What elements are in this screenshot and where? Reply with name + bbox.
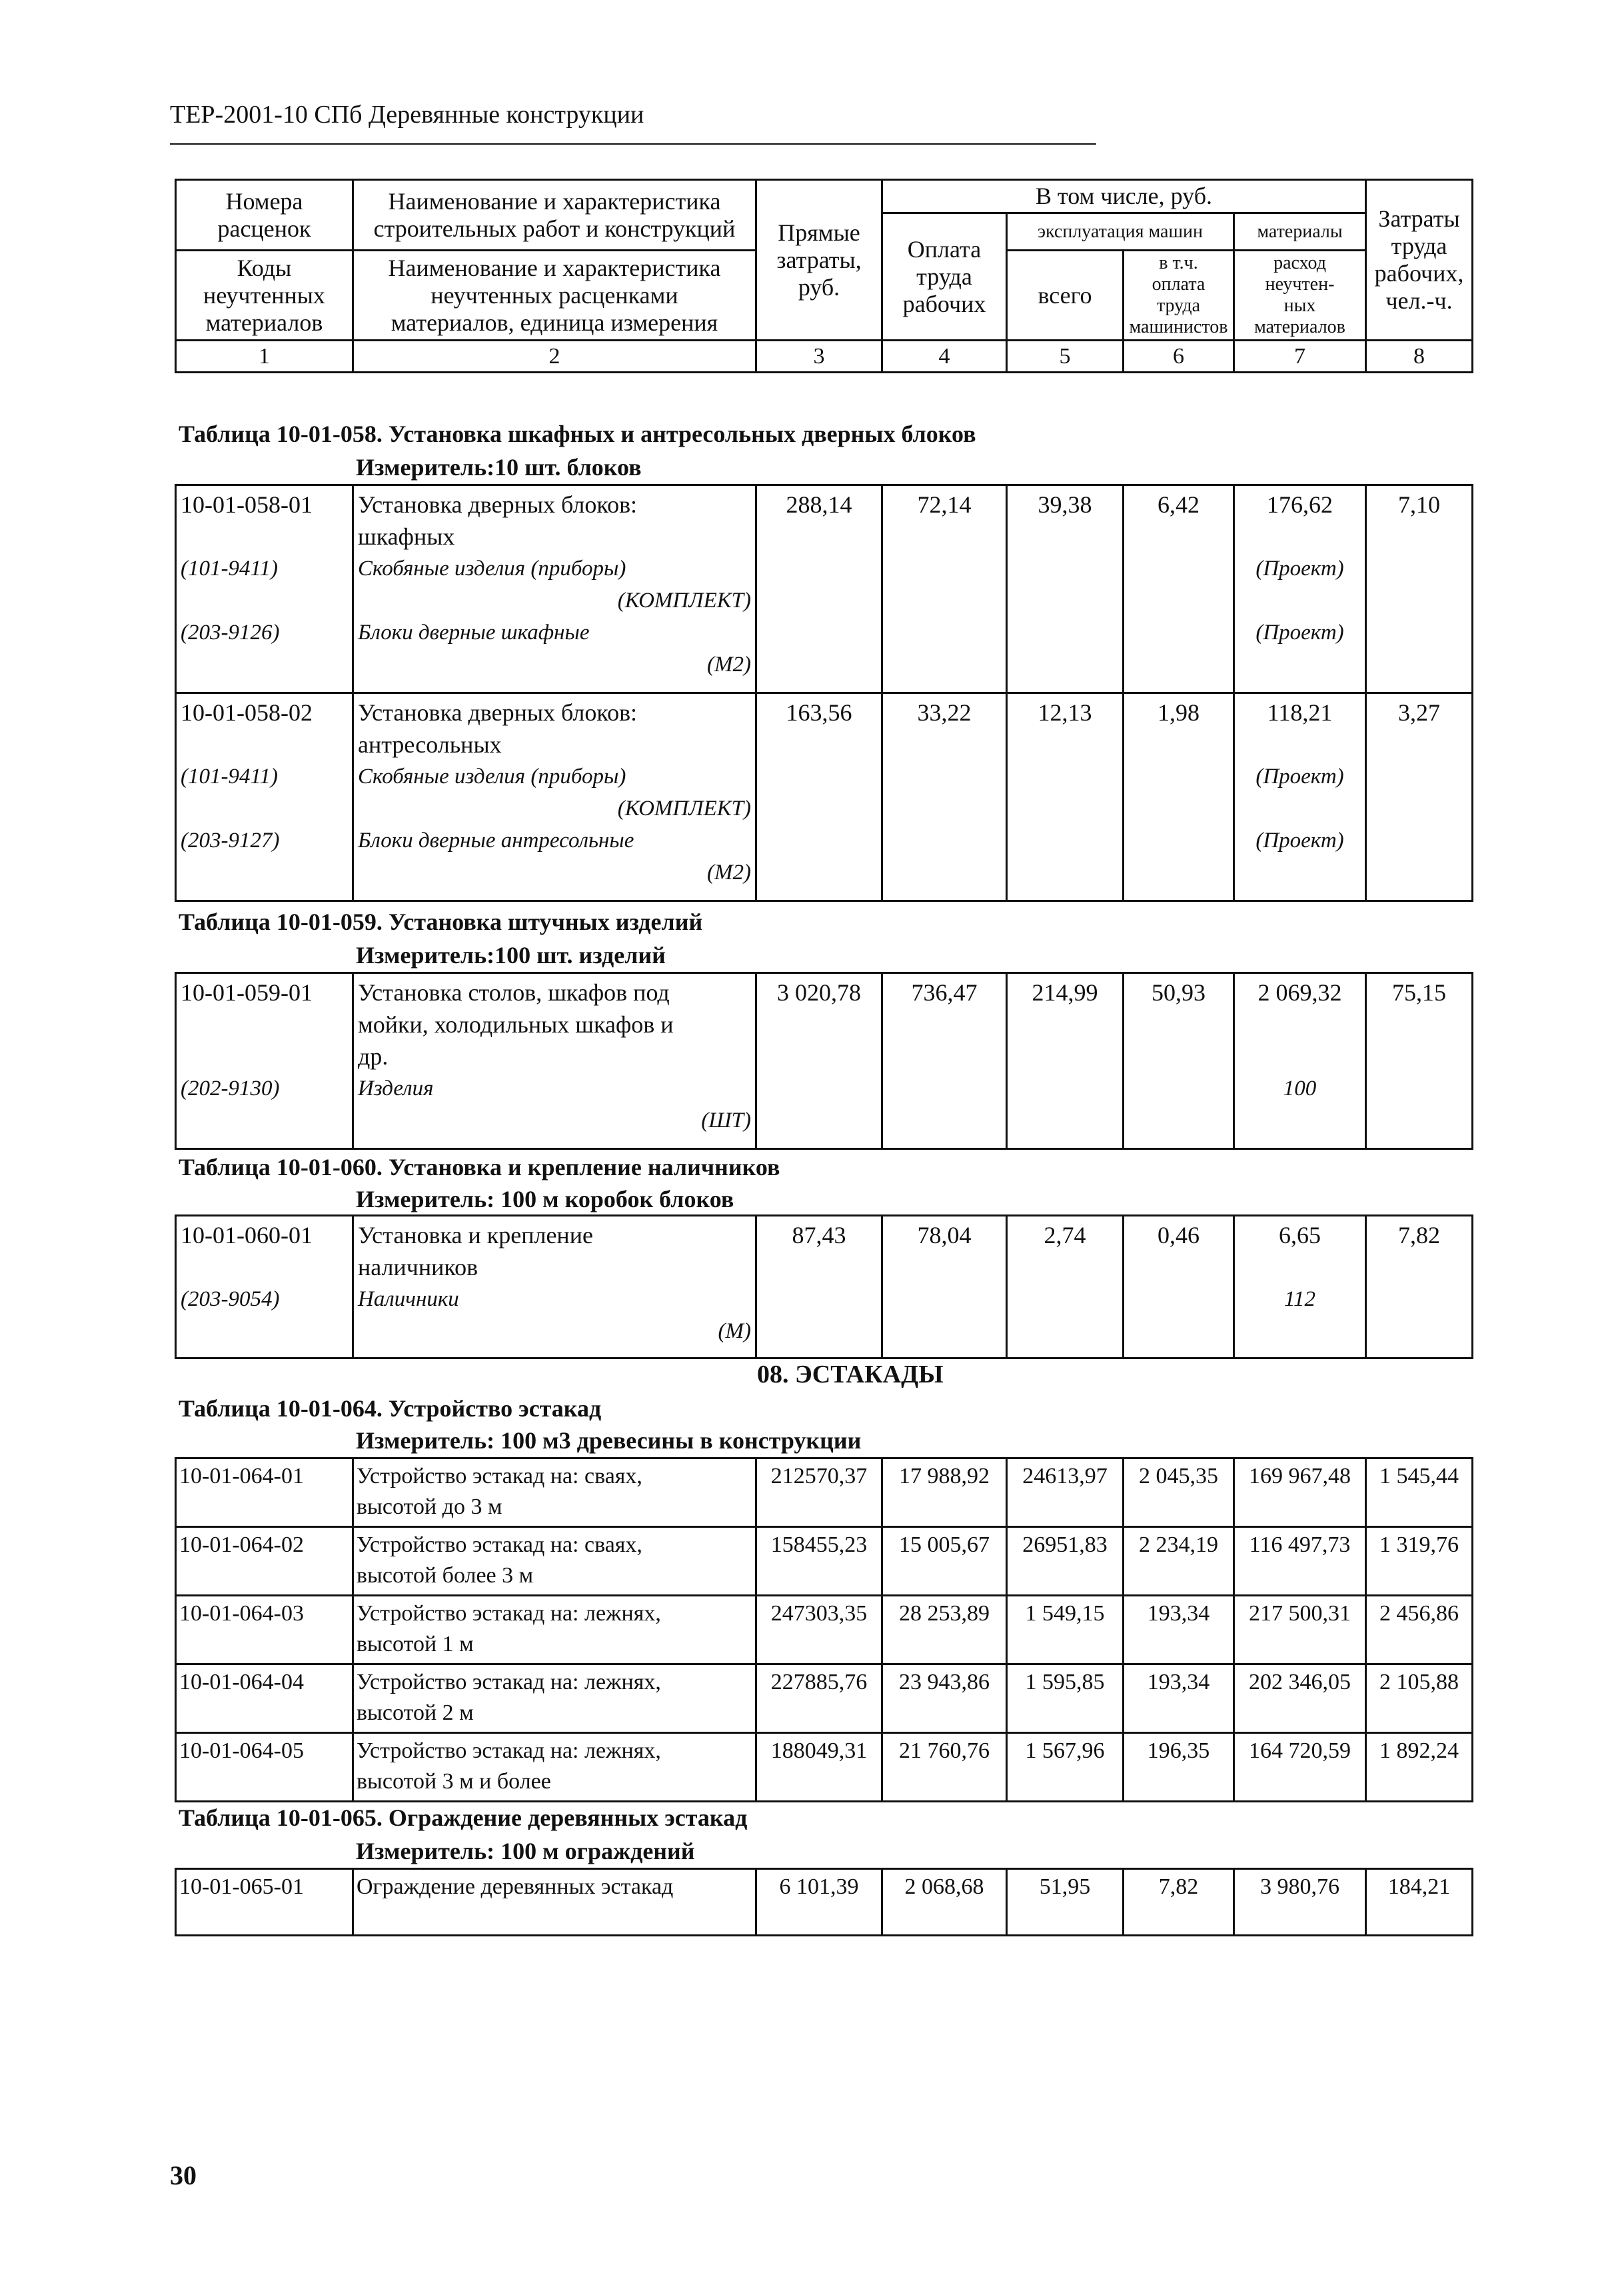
page-number: 30: [170, 2160, 197, 2190]
operator-pay: 0,46: [1124, 1216, 1234, 1358]
row-code: 10-01-064-04: [176, 1664, 353, 1733]
row-name: высотой до 3 м: [357, 1494, 502, 1519]
material-consumption: (Проект): [1255, 557, 1344, 581]
machines-total: 51,95: [1007, 1869, 1124, 1936]
table-058-measure: Измеритель:10 шт. блоков: [356, 454, 642, 481]
table-row: [176, 1458, 1473, 1527]
materials-cost: 116 497,73: [1234, 1527, 1366, 1596]
operator-pay: 50,93: [1124, 973, 1234, 1149]
col-labor-pay: Оплата труда рабочих: [882, 213, 1007, 341]
labor-pay: 23 943,86: [882, 1664, 1007, 1733]
row-code: 10-01-065-01: [176, 1869, 353, 1936]
table-064-caption: Таблица 10-01-064. Устройство эстакад: [179, 1395, 602, 1422]
row-code: 10-01-058-01: [181, 491, 313, 518]
row-name: Устройство эстакад на: сваях,: [357, 1532, 642, 1557]
col-unaccounted: расход неучтен- ных материалов: [1234, 251, 1366, 341]
row-code: 10-01-060-01: [181, 1222, 313, 1248]
table-058: [175, 484, 1473, 902]
labor-pay: 21 760,76: [882, 1733, 1007, 1802]
table-row: [176, 973, 1473, 1149]
table-060: [175, 1214, 1473, 1359]
table-row: [176, 693, 1473, 901]
col-num: 6: [1124, 341, 1234, 373]
row-code: 10-01-059-01: [181, 979, 313, 1006]
labor-hours: 1 545,44: [1366, 1458, 1473, 1527]
labor-pay: 28 253,89: [882, 1596, 1007, 1664]
table-row: [176, 1733, 1473, 1802]
table-059: [175, 972, 1473, 1150]
labor-pay: 2 068,68: [882, 1869, 1007, 1936]
materials-cost: 3 980,76: [1234, 1869, 1366, 1936]
table-060-caption: Таблица 10-01-060. Установка и крепление наличников: [179, 1154, 780, 1180]
row-name: Устройство эстакад на: лежнях,: [357, 1670, 661, 1694]
labor-hours: 1 892,24: [1366, 1733, 1473, 1802]
table-060-measure: Измеритель: 100 м коробок блоков: [356, 1186, 734, 1212]
operator-pay: 193,34: [1124, 1664, 1234, 1733]
direct-cost: 163,56: [756, 693, 882, 901]
materials-cost: 169 967,48: [1234, 1458, 1366, 1527]
row-name: Установка дверных блоков:: [358, 491, 638, 518]
material-name: Скобяные изделия (приборы): [358, 765, 626, 789]
direct-cost: 158455,23: [756, 1527, 882, 1596]
col-num: 2: [353, 341, 756, 373]
operator-pay: 196,35: [1124, 1733, 1234, 1802]
row-name: Установка дверных блоков:: [358, 699, 638, 726]
labor-pay: 15 005,67: [882, 1527, 1007, 1596]
table-058-caption: Таблица 10-01-058. Установка шкафных и антресольных дверных блоков: [179, 421, 976, 447]
table-059-caption: Таблица 10-01-059. Установка штучных изделий: [179, 909, 703, 935]
col-name-top: Наименование и характеристика строительных работ и конструкций: [353, 180, 756, 251]
table-064-measure: Измеритель: 100 м3 древесины в конструкции: [356, 1427, 862, 1454]
row-name: шкафных: [358, 523, 455, 550]
machines-total: 26951,83: [1007, 1527, 1124, 1596]
row-name: высотой 1 м: [357, 1632, 474, 1656]
material-code: (203-9054): [181, 1287, 280, 1311]
operator-pay: 193,34: [1124, 1596, 1234, 1664]
row-code: 10-01-064-01: [176, 1458, 353, 1527]
material-code: (101-9411): [181, 765, 279, 789]
material-name: Скобяные изделия (приборы): [358, 557, 626, 581]
machines-total: 24613,97: [1007, 1458, 1124, 1527]
table-064: [175, 1457, 1473, 1802]
row-code: 10-01-064-02: [176, 1527, 353, 1596]
header-rule: [170, 143, 1096, 145]
machines-total: 1 567,96: [1007, 1733, 1124, 1802]
machines-total: 214,99: [1007, 973, 1124, 1149]
labor-hours: 184,21: [1366, 1869, 1473, 1936]
material-name: Наличники: [358, 1287, 459, 1311]
operator-pay: 1,98: [1124, 693, 1234, 901]
col-num: 5: [1007, 341, 1124, 373]
direct-cost: 188049,31: [756, 1733, 882, 1802]
row-code: 10-01-064-05: [176, 1733, 353, 1802]
column-header-table: [175, 179, 1473, 373]
direct-cost: 247303,35: [756, 1596, 882, 1664]
material-unit: (КОМПЛЕКТ): [617, 589, 751, 613]
material-code: (203-9127): [181, 829, 280, 853]
direct-cost: 227885,76: [756, 1664, 882, 1733]
row-name: Устройство эстакад на: лежнях,: [357, 1738, 661, 1763]
labor-pay: 736,47: [882, 973, 1007, 1149]
operator-pay: 6,42: [1124, 485, 1234, 693]
material-name: Изделия: [358, 1077, 434, 1101]
machines-total: 2,74: [1007, 1216, 1124, 1358]
page-header: ТЕР-2001-10 СПб Деревянные конструкции: [170, 101, 644, 129]
row-name: наличников: [358, 1254, 478, 1280]
labor-hours: 1 319,76: [1366, 1527, 1473, 1596]
materials-cost: 176,62: [1267, 491, 1333, 518]
material-code: (101-9411): [181, 557, 279, 581]
material-name: Блоки дверные антресольные: [358, 829, 634, 853]
machines-total: 1 595,85: [1007, 1664, 1124, 1733]
materials-cost: 118,21: [1267, 699, 1333, 726]
table-row: [176, 1527, 1473, 1596]
table-row: [176, 1869, 1473, 1936]
col-name-bottom: Наименование и характеристика неучтенных расценками материалов, единица измерения: [353, 251, 756, 341]
col-num: 4: [882, 341, 1007, 373]
material-name: Блоки дверные шкафные: [358, 621, 590, 645]
col-num: 7: [1234, 341, 1366, 373]
material-unit: (ШТ): [701, 1109, 751, 1133]
row-code: 10-01-064-03: [176, 1596, 353, 1664]
row-code: 10-01-058-02: [181, 699, 313, 726]
col-labor-cost: Затраты труда рабочих, чел.-ч.: [1366, 180, 1473, 341]
material-consumption: 112: [1283, 1287, 1316, 1311]
table-row: [176, 1596, 1473, 1664]
operator-pay: 2 234,19: [1124, 1527, 1234, 1596]
material-code: (202-9130): [181, 1077, 280, 1101]
machines-total: 1 549,15: [1007, 1596, 1124, 1664]
material-code: (203-9126): [181, 621, 280, 645]
col-direct-costs: Прямые затраты, руб.: [756, 180, 882, 341]
col-incl-header: В том числе, руб.: [882, 180, 1366, 213]
col-code-bottom: Коды неучтенных материалов: [176, 251, 353, 341]
material-consumption: (Проект): [1255, 829, 1344, 853]
direct-cost: 87,43: [756, 1216, 882, 1358]
direct-cost: 6 101,39: [756, 1869, 882, 1936]
col-code-top: Номера расценок: [176, 180, 353, 251]
material-consumption: 100: [1283, 1077, 1317, 1101]
table-row: [176, 1216, 1473, 1358]
col-machines: эксплуатация машин: [1007, 213, 1234, 251]
material-consumption: (Проект): [1255, 765, 1344, 789]
labor-hours: 2 105,88: [1366, 1664, 1473, 1733]
col-operator-pay: в т.ч. оплата труда машинистов: [1124, 251, 1234, 341]
row-name: Ограждение деревянных эстакад: [353, 1869, 756, 1936]
table-065-caption: Таблица 10-01-065. Ограждение деревянных эстакад: [179, 1804, 748, 1831]
row-name: высотой 3 м и более: [357, 1769, 551, 1794]
row-name: Устройство эстакад на: лежнях,: [357, 1601, 661, 1626]
operator-pay: 7,82: [1124, 1869, 1234, 1936]
direct-cost: 288,14: [756, 485, 882, 693]
labor-pay: 33,22: [882, 693, 1007, 901]
labor-pay: 17 988,92: [882, 1458, 1007, 1527]
operator-pay: 2 045,35: [1124, 1458, 1234, 1527]
col-num: 1: [176, 341, 353, 373]
material-unit: (М): [718, 1319, 751, 1343]
col-machines-total: всего: [1007, 251, 1124, 341]
machines-total: 39,38: [1007, 485, 1124, 693]
labor-hours: 2 456,86: [1366, 1596, 1473, 1664]
material-unit: (М2): [707, 653, 751, 677]
col-num: 8: [1366, 341, 1473, 373]
table-065: [175, 1868, 1473, 1936]
col-num: 3: [756, 341, 882, 373]
materials-cost: 217 500,31: [1234, 1596, 1366, 1664]
table-059-measure: Измеритель:100 шт. изделий: [356, 942, 666, 969]
row-name: высотой более 3 м: [357, 1563, 534, 1588]
table-row: [176, 485, 1473, 693]
table-row: [176, 1664, 1473, 1733]
direct-cost: 212570,37: [756, 1458, 882, 1527]
labor-hours: 75,15: [1366, 973, 1473, 1149]
material-consumption: (Проект): [1255, 621, 1344, 645]
row-name: Устройство эстакад на: сваях,: [357, 1464, 642, 1488]
direct-cost: 3 020,78: [756, 973, 882, 1149]
section-heading: 08. ЭСТАКАДЫ: [757, 1360, 944, 1388]
row-name: мойки, холодильных шкафов и: [358, 1011, 674, 1038]
machines-total: 12,13: [1007, 693, 1124, 901]
labor-hours: 7,10: [1366, 485, 1473, 693]
labor-hours: 3,27: [1366, 693, 1473, 901]
col-materials: материалы: [1234, 213, 1366, 251]
row-name: др.: [358, 1043, 389, 1070]
row-name: Установка и крепление: [358, 1222, 593, 1248]
materials-cost: 6,65: [1279, 1222, 1321, 1248]
row-name: Установка столов, шкафов под: [358, 979, 670, 1006]
materials-cost: 202 346,05: [1234, 1664, 1366, 1733]
materials-cost: 164 720,59: [1234, 1733, 1366, 1802]
row-name: антресольных: [358, 731, 502, 758]
labor-pay: 72,14: [882, 485, 1007, 693]
labor-hours: 7,82: [1366, 1216, 1473, 1358]
row-name: высотой 2 м: [357, 1700, 474, 1725]
labor-pay: 78,04: [882, 1216, 1007, 1358]
material-unit: (М2): [707, 861, 751, 885]
materials-cost: 2 069,32: [1257, 979, 1342, 1006]
table-065-measure: Измеритель: 100 м ограждений: [356, 1838, 695, 1864]
material-unit: (КОМПЛЕКТ): [617, 797, 751, 821]
